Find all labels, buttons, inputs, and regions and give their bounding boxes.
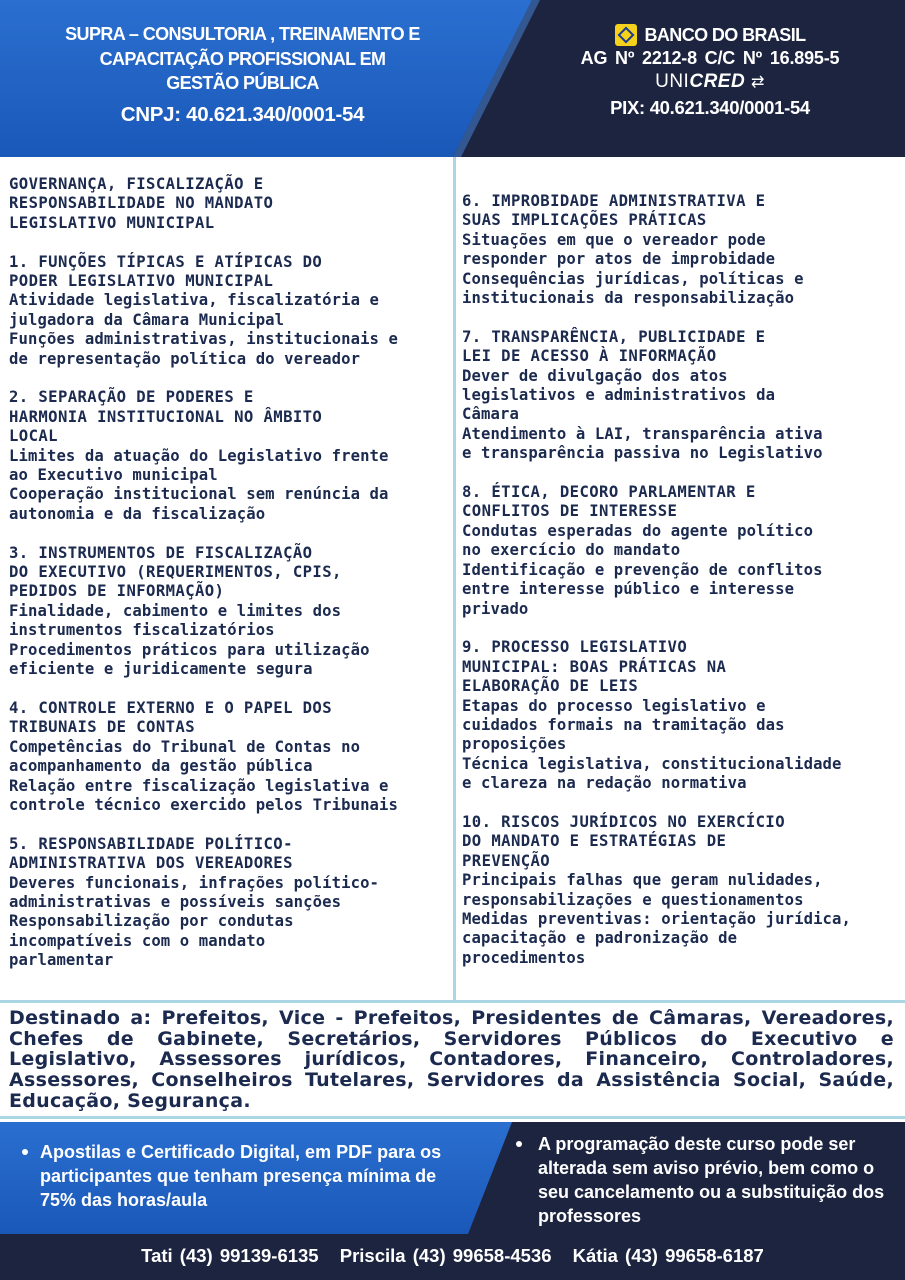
topic-title: 6. IMPROBIDADE ADMINISTRATIVA E SUAS IMPLICAÇÕES PRÁTICAS bbox=[462, 192, 766, 230]
company-name bbox=[20, 22, 465, 96]
schedule-disclaimer: A programação deste curso pode ser alterada sem aviso prévio, bem como o seu cancelamento ou a substituição dos professores bbox=[538, 1134, 885, 1226]
banco-do-brasil-logo-icon bbox=[615, 24, 637, 46]
company-info bbox=[20, 22, 465, 127]
topic-title: 3. INSTRUMENTOS DE FISCALIZAÇÃO DO EXECUTIVO (REQUERIMENTOS, CPIS, PEDIDOS DE INFORMAÇÃO) bbox=[9, 543, 342, 601]
pix-key: PIX: 40.621.340/0001-54 bbox=[610, 97, 810, 118]
program-topic bbox=[9, 835, 449, 971]
unicred-symbol-icon: ⇄ bbox=[750, 74, 765, 91]
company-line: CAPACITAÇÃO PROFISSIONAL EM bbox=[99, 48, 386, 69]
program-topic bbox=[462, 638, 894, 793]
topic-title: 1. FUNÇÕES TÍPICAS E ATÍPICAS DO PODER LEGISLATIVO MUNICIPAL bbox=[9, 252, 323, 291]
topic-title: 9. PROCESSO LEGISLATIVO MUNICIPAL: BOAS PRÁTICAS NA ELABORAÇÃO DE LEIS bbox=[462, 638, 727, 696]
program-topic bbox=[9, 699, 449, 815]
section-divider bbox=[0, 1116, 905, 1119]
topic-body: Deveres funcionais, infrações político- administrativas e possíveis sanções Responsabilização por condutas incompatíveis com o mandato parlamentar bbox=[9, 873, 380, 970]
topic-title: 7. TRANSPARÊNCIA, PUBLICIDADE E LEI DE ACESSO À INFORMAÇÃO bbox=[462, 327, 766, 366]
topic-title: 5. RESPONSABILIDADE POLÍTICO- ADMINISTRATIVA DOS VEREADORES bbox=[9, 834, 293, 873]
bank-info bbox=[540, 22, 880, 119]
topic-body: Dever de divulgação dos atos legislativos e administrativos da Câmara Atendimento à LAI, transparência ativa e transparência passiva no Legislativo bbox=[462, 366, 823, 463]
contact-phone: Kátia (43) 99658-6187 bbox=[572, 1245, 764, 1266]
topic-title: 2. SEPARAÇÃO DE PODERES E HARMONIA INSTITUCIONAL NO ÂMBITO LOCAL bbox=[9, 388, 323, 446]
program-right-column bbox=[462, 192, 894, 988]
company-line: GESTÃO PÚBLICA bbox=[166, 73, 319, 93]
cnpj: CNPJ: 40.621.340/0001-54 bbox=[120, 102, 365, 126]
column-divider bbox=[453, 157, 456, 1002]
certificate-note: Apostilas e Certificado Digital, em PDF para os participantes que tenham presença mínima de 75% das horas/aula bbox=[40, 1142, 442, 1210]
program-topic bbox=[462, 483, 894, 619]
header-banner bbox=[0, 0, 905, 157]
program-heading bbox=[9, 175, 449, 233]
unicred-logo bbox=[540, 71, 880, 93]
topic-title: 4. CONTROLE EXTERNO E O PAPEL DOS TRIBUNAIS DE CONTAS bbox=[9, 698, 333, 737]
contact-phone: Tati (43) 99139-6135 bbox=[141, 1245, 319, 1266]
program-topic bbox=[9, 544, 449, 680]
topic-body: Principais falhas que geram nulidades, responsabilizações e questionamentos Medidas preventivas: orientação jurídica, capacitação e padronização de procedimentos bbox=[462, 871, 852, 967]
program-topic bbox=[9, 253, 449, 369]
topic-body: Limites da atuação do Legislativo frente ao Executivo municipal Cooperação institucional sem renúncia da autonomia e da fiscalização bbox=[9, 446, 389, 523]
program-topic bbox=[462, 813, 894, 968]
program-topic bbox=[462, 328, 894, 464]
topic-title: 10. RISCOS JURÍDICOS NO EXERCÍCIO DO MANDATO E ESTRATÉGIAS DE PREVENÇÃO bbox=[462, 812, 786, 870]
target-audience: Destinado a: Prefeitos, Vice - Prefeitos, Presidentes de Câmaras, Vereadores, Chefes de Gabinete, Secretários, Servidores Públicos do Executivo e Legislativo, Assessores jurídicos, Contadores, Financeiro, Controladores, Assessores, Conselheiros Tutelares, Servidores da Assistência Social, Saúde, Educação, Segurança. bbox=[9, 1007, 894, 1112]
topic-body: Situações em que o vereador pode responder por atos de improbidade Consequências jurídicas, políticas e institucionais da responsabilização bbox=[462, 230, 804, 308]
topic-body: Etapas do processo legislativo e cuidados formais na tramitação das proposições Técnica legislativa, constitucionalidade e clareza na redação normativa bbox=[462, 696, 842, 793]
section-divider bbox=[0, 1000, 905, 1003]
program-title: GOVERNANÇA, FISCALIZAÇÃO E RESPONSABILIDADE NO MANDATO LEGISLATIVO MUNICIPAL bbox=[9, 175, 274, 232]
bank-name-line bbox=[540, 22, 880, 48]
bullet-icon bbox=[22, 1149, 28, 1155]
unicred-suffix: CRED bbox=[689, 71, 746, 92]
contact-phone: Priscila (43) 99658-4536 bbox=[339, 1245, 552, 1266]
program-topic bbox=[462, 192, 894, 308]
bullet-icon bbox=[516, 1141, 522, 1147]
topic-body: Finalidade, cabimento e limites dos instrumentos fiscalizatórios Procedimentos práticos para utilização eficiente e juridicamente segura bbox=[9, 601, 370, 679]
contact-phones bbox=[0, 1245, 905, 1267]
company-line: SUPRA – CONSULTORIA , TREINAMENTO E bbox=[65, 24, 420, 44]
topic-body: Condutas esperadas do agente político no exercício do mandato Identificação e prevenção de conflitos entre interesse público e interesse privado bbox=[462, 521, 823, 618]
program-left-column bbox=[9, 175, 449, 990]
bank-account: AG Nº 2212-8 C/C Nº 16.895-5 bbox=[580, 48, 840, 68]
topic-title: 8. ÉTICA, DECORO PARLAMENTAR E CONFLITOS DE INTERESSE bbox=[462, 483, 756, 521]
program-topic bbox=[9, 388, 449, 524]
bank-name: BANCO DO BRASIL bbox=[644, 24, 806, 45]
topic-body: Atividade legislativa, fiscalizatória e julgadora da Câmara Municipal Funções administrativas, institucionais e de representação política do vereador bbox=[9, 291, 399, 368]
unicred-prefix: UNI bbox=[655, 71, 690, 92]
topic-body: Competências do Tribunal de Contas no acompanhamento da gestão pública Relação entre fiscalização legislativa e controle técnico exercido pelos Tribunais bbox=[9, 737, 399, 814]
